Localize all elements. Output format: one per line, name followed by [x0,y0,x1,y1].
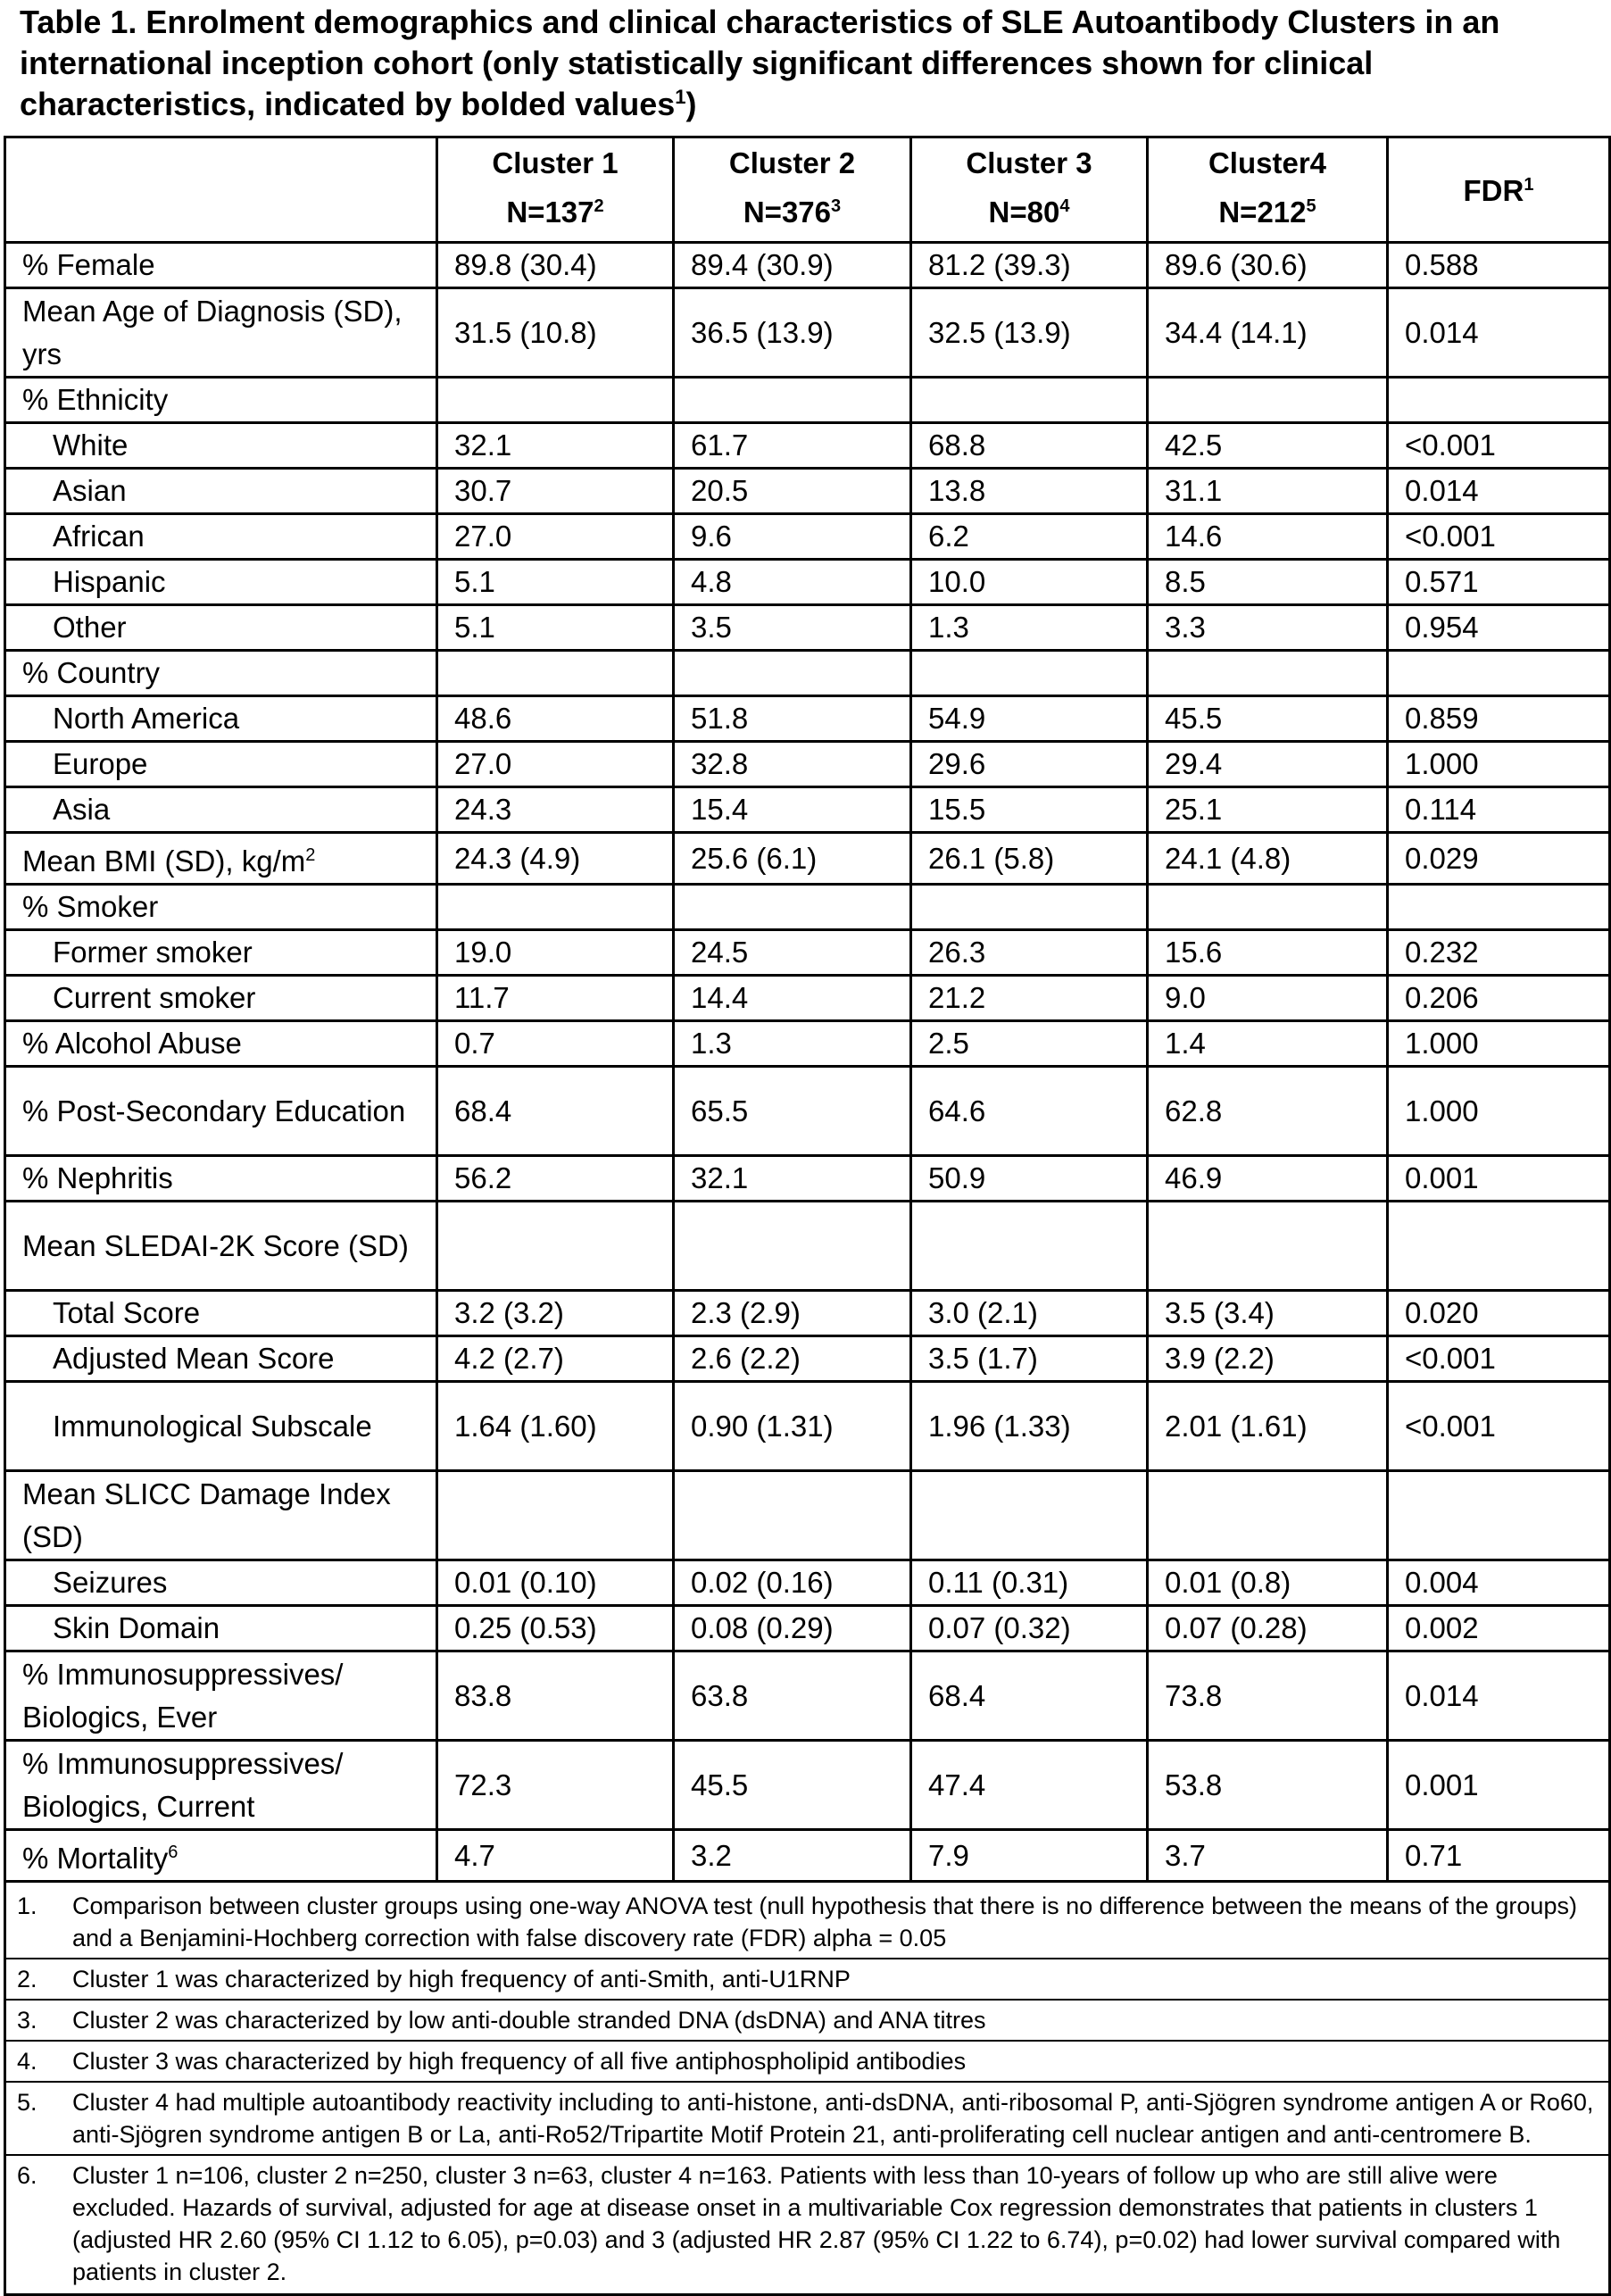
value-cell: 89.8 (30.4) [437,243,674,288]
value-cell: 83.8 [437,1651,674,1741]
row-label: % Nephritis [5,1156,437,1202]
fdr-cell: 0.588 [1388,243,1610,288]
value-cell [437,651,674,696]
value-cell [1148,885,1388,930]
value-cell: 3.7 [1148,1830,1388,1882]
value-cell: 72.3 [437,1741,674,1830]
footnote-divider [6,2040,1608,2042]
value-cell: 0.7 [437,1021,674,1067]
value-cell: 21.2 [911,976,1148,1021]
value-cell: 89.6 (30.6) [1148,243,1388,288]
column-header: Cluster4 $N=212^5$ [1148,137,1388,243]
value-cell: 26.1 (5.8) [911,833,1148,885]
value-cell [437,378,674,423]
fdr-cell: 0.020 [1388,1291,1610,1336]
table-title [20,2,1590,125]
footnotes-row [5,1882,1610,2295]
value-cell: 14.6 [1148,514,1388,560]
value-cell: 0.01 (0.8) [1148,1560,1388,1606]
value-cell [674,885,911,930]
column-header: Cluster 2 $N=376^3$ [674,137,911,243]
fdr-cell: 0.014 [1388,1651,1610,1741]
value-cell: 5.1 [437,605,674,651]
value-cell: 24.1 (4.8) [1148,833,1388,885]
row-label: % Alcohol Abuse [5,1021,437,1067]
value-cell [437,1202,674,1291]
footnote [17,2045,1598,2077]
fdr-cell: 0.029 [1388,833,1610,885]
footnote [17,1890,1598,1954]
value-cell: 0.25 (0.53) [437,1606,674,1651]
value-cell: 13.8 [911,469,1148,514]
value-cell: 68.4 [437,1067,674,1156]
table-row [5,885,1610,930]
fdr-cell: <0.001 [1388,1336,1610,1382]
value-cell: 5.1 [437,560,674,605]
row-label: Skin Domain [5,1606,437,1651]
fdr-cell: 0.004 [1388,1560,1610,1606]
value-cell: 1.3 [911,605,1148,651]
value-cell: 3.5 [674,605,911,651]
row-label: Asian [5,469,437,514]
value-cell: 11.7 [437,976,674,1021]
table-row [5,560,1610,605]
table-row [5,378,1610,423]
value-cell: 15.5 [911,787,1148,833]
value-cell: 29.4 [1148,742,1388,787]
value-cell [674,651,911,696]
value-cell: 73.8 [1148,1651,1388,1741]
value-cell [1148,1471,1388,1560]
value-cell [437,885,674,930]
row-label: % Post-Secondary Education [5,1067,437,1156]
value-cell [674,1471,911,1560]
value-cell: 48.6 [437,696,674,742]
value-cell: 51.8 [674,696,911,742]
value-cell: 4.2 (2.7) [437,1336,674,1382]
row-label: % Ethnicity [5,378,437,423]
value-cell: 1.4 [1148,1021,1388,1067]
value-cell: 27.0 [437,742,674,787]
value-cell: 15.4 [674,787,911,833]
fdr-cell: <0.001 [1388,514,1610,560]
row-label: Mean BMI (SD), $kg/m^2$ [5,833,437,885]
value-cell [674,1202,911,1291]
fdr-cell [1388,1471,1610,1560]
value-cell: 7.9 [911,1830,1148,1882]
table-row [5,833,1610,885]
value-cell: 47.4 [911,1741,1148,1830]
footnote-text: Cluster 1 n=106, cluster 2 n=250, cluster 3 n=63, cluster 4 n=163. Patients with less than 10-years of follow up who are still alive were excluded. Hazards of survival, adjusted for age at disease onset in a multivariable Cox regression demonstrates that patients in clusters 1 (adjusted HR 2.60 (95% CI 1.12 to 6.05), p=0.03) and 3 (adjusted HR 2.87 (95% CI 1.22 to 6.74), p=0.02) had lower survival compared with patients in cluster 2. [72,2162,1561,2285]
row-label: Adjusted Mean Score [5,1336,437,1382]
row-label: Mean Age of Diagnosis (SD), yrs [5,288,437,378]
footnotes-section [5,1882,1610,2295]
table-row [5,514,1610,560]
table-row [5,469,1610,514]
row-label: Total Score [5,1291,437,1336]
table-row [5,742,1610,787]
row-label: % Mortality$^6$ [5,1830,437,1882]
table-row [5,1291,1610,1336]
value-cell: 29.6 [911,742,1148,787]
value-cell: 4.8 [674,560,911,605]
footnote [17,2086,1598,2150]
value-cell: 3.3 [1148,605,1388,651]
value-cell: 10.0 [911,560,1148,605]
value-cell: 32.1 [674,1156,911,1202]
footnote-divider [6,1999,1608,2001]
fdr-cell: 0.232 [1388,930,1610,976]
row-label: North America [5,696,437,742]
value-cell: 6.2 [911,514,1148,560]
value-cell [911,1471,1148,1560]
row-label: Other [5,605,437,651]
value-cell: 34.4 (14.1) [1148,288,1388,378]
fdr-cell [1388,885,1610,930]
header-empty-cell [5,137,437,243]
fdr-cell: 0.001 [1388,1156,1610,1202]
value-cell: 3.9 (2.2) [1148,1336,1388,1382]
row-label: African [5,514,437,560]
row-label: % Country [5,651,437,696]
table-body [5,243,1610,1882]
footnote-number: 1. [17,1893,37,1919]
value-cell: 3.0 (2.1) [911,1291,1148,1336]
value-cell: 3.2 [674,1830,911,1882]
fdr-cell: 0.002 [1388,1606,1610,1651]
table-row [5,1606,1610,1651]
footnotes-cell [5,1882,1610,2295]
value-cell: 14.4 [674,976,911,1021]
value-cell: 0.08 (0.29) [674,1606,911,1651]
footnote [17,1963,1598,1995]
footnote-number: 6. [17,2162,37,2189]
fdr-cell: <0.001 [1388,423,1610,469]
table-row [5,1021,1610,1067]
table-row [5,1471,1610,1560]
table-row [5,288,1610,378]
table-row [5,651,1610,696]
row-label: Mean SLICC Damage Index (SD) [5,1471,437,1560]
row-label: % Female [5,243,437,288]
table-row [5,243,1610,288]
header-row [5,137,1610,243]
footnote-text: Cluster 2 was characterized by low anti-double stranded DNA (dsDNA) and ANA titres [72,2007,986,2034]
value-cell: 8.5 [1148,560,1388,605]
row-label: Current smoker [5,976,437,1021]
value-cell: 19.0 [437,930,674,976]
value-cell [911,651,1148,696]
value-cell: 32.5 (13.9) [911,288,1148,378]
fdr-cell: 0.206 [1388,976,1610,1021]
table-row [5,423,1610,469]
value-cell [1148,378,1388,423]
row-label: % Immunosuppressives/ Biologics, Current [5,1741,437,1830]
value-cell: 36.5 (13.9) [674,288,911,378]
value-cell: 24.3 [437,787,674,833]
value-cell: 63.8 [674,1651,911,1741]
value-cell: 64.6 [911,1067,1148,1156]
fdr-cell: 0.001 [1388,1741,1610,1830]
value-cell [437,1471,674,1560]
row-label: Immunological Subscale [5,1382,437,1471]
fdr-cell: 0.571 [1388,560,1610,605]
table-row [5,1067,1610,1156]
value-cell: 65.5 [674,1067,911,1156]
value-cell: 1.3 [674,1021,911,1067]
value-cell: 2.01 (1.61) [1148,1382,1388,1471]
value-cell: 81.2 (39.3) [911,243,1148,288]
footnote-number: 2. [17,1966,37,1992]
table-row [5,1336,1610,1382]
fdr-cell: 0.71 [1388,1830,1610,1882]
value-cell: 62.8 [1148,1067,1388,1156]
value-cell: 25.6 (6.1) [674,833,911,885]
value-cell: 89.4 (30.9) [674,243,911,288]
fdr-cell [1388,378,1610,423]
value-cell: 53.8 [1148,1741,1388,1830]
value-cell [674,378,911,423]
table-row [5,696,1610,742]
value-cell: 46.9 [1148,1156,1388,1202]
footnote-text: Comparison between cluster groups using one-way ANOVA test (null hypothesis that there is no difference between the means of the groups) and a Benjamini-Hochberg correction with false discovery rate (FDR) alpha = 0.05 [72,1893,1577,1951]
table-row [5,1741,1610,1830]
value-cell: 31.1 [1148,469,1388,514]
value-cell: 3.5 (3.4) [1148,1291,1388,1336]
table-row [5,1156,1610,1202]
footnote [17,2004,1598,2036]
table-row [5,605,1610,651]
table-title-text: Table 1. Enrolment demographics and clinical characteristics of SLE Autoantibody Clusters in an international inception cohort (only statistically significant differences shown for clinical characteristics, indicated by bolded values [20,4,1500,122]
row-label: Mean SLEDAI-2K Score (SD) [5,1202,437,1291]
fdr-cell: 0.014 [1388,288,1610,378]
fdr-cell: 1.000 [1388,742,1610,787]
value-cell: 0.11 (0.31) [911,1560,1148,1606]
row-label: % Smoker [5,885,437,930]
footnote-number: 3. [17,2007,37,2034]
value-cell: 50.9 [911,1156,1148,1202]
footnote-number: 4. [17,2048,37,2075]
footnote-text: Cluster 4 had multiple autoantibody reactivity including to anti-histone, anti-dsDNA, anti-ribosomal P, anti-Sjögren syndrome antigen A or Ro60, anti-Sjögren syndrome antigen B or La, anti-Ro52/Tripartite Motif Protein 21, anti-proliferating cell nuclear antigen and anti-centromere B. [72,2089,1594,2148]
value-cell: 25.1 [1148,787,1388,833]
fdr-cell: 0.014 [1388,469,1610,514]
value-cell: 15.6 [1148,930,1388,976]
value-cell [911,1202,1148,1291]
fdr-cell: <0.001 [1388,1382,1610,1471]
value-cell: 0.07 (0.28) [1148,1606,1388,1651]
fdr-cell: 1.000 [1388,1067,1610,1156]
footnote-divider [6,2081,1608,2083]
value-cell: 0.02 (0.16) [674,1560,911,1606]
value-cell: 0.90 (1.31) [674,1382,911,1471]
table-row [5,930,1610,976]
value-cell: 2.5 [911,1021,1148,1067]
value-cell: 9.0 [1148,976,1388,1021]
value-cell: 45.5 [1148,696,1388,742]
footnote-text: Cluster 3 was characterized by high frequency of all five antiphospholipid antibodies [72,2048,967,2075]
value-cell: 32.8 [674,742,911,787]
column-header-fdr: FDR$^1$ [1388,137,1610,243]
value-cell: 1.64 (1.60) [437,1382,674,1471]
row-label: % Immunosuppressives/ Biologics, Ever [5,1651,437,1741]
row-label: White [5,423,437,469]
value-cell: 0.07 (0.32) [911,1606,1148,1651]
table-row [5,976,1610,1021]
footnote-divider [6,2154,1608,2156]
value-cell: 32.1 [437,423,674,469]
column-header: Cluster 3 $N=80^4$ [911,137,1148,243]
value-cell: 26.3 [911,930,1148,976]
value-cell: 9.6 [674,514,911,560]
value-cell [1148,651,1388,696]
table-row [5,787,1610,833]
value-cell: 1.96 (1.33) [911,1382,1148,1471]
value-cell: 68.8 [911,423,1148,469]
fdr-cell: 0.114 [1388,787,1610,833]
footnote-divider [6,1958,1608,1959]
value-cell: 68.4 [911,1651,1148,1741]
value-cell: 31.5 (10.8) [437,288,674,378]
row-label: Seizures [5,1560,437,1606]
value-cell: 27.0 [437,514,674,560]
value-cell [1148,1202,1388,1291]
table-row [5,1382,1610,1471]
value-cell: 61.7 [674,423,911,469]
fdr-cell [1388,1202,1610,1291]
fdr-cell: 0.954 [1388,605,1610,651]
footnote-number: 5. [17,2089,37,2116]
value-cell [911,378,1148,423]
value-cell: 2.6 (2.2) [674,1336,911,1382]
value-cell: 20.5 [674,469,911,514]
value-cell: 4.7 [437,1830,674,1882]
table-row [5,1830,1610,1882]
fdr-cell [1388,651,1610,696]
fdr-cell: 1.000 [1388,1021,1610,1067]
value-cell: 24.5 [674,930,911,976]
row-label: Hispanic [5,560,437,605]
value-cell: 45.5 [674,1741,911,1830]
value-cell: 3.2 (3.2) [437,1291,674,1336]
column-header: Cluster 1 $N=137^2$ [437,137,674,243]
fdr-cell: 0.859 [1388,696,1610,742]
row-label: Former smoker [5,930,437,976]
value-cell: 56.2 [437,1156,674,1202]
value-cell: 42.5 [1148,423,1388,469]
row-label: Europe [5,742,437,787]
value-cell: 30.7 [437,469,674,514]
value-cell: 3.5 (1.7) [911,1336,1148,1382]
value-cell: 2.3 (2.9) [674,1291,911,1336]
table-row [5,1560,1610,1606]
table-row [5,1202,1610,1291]
value-cell: 54.9 [911,696,1148,742]
value-cell: 0.01 (0.10) [437,1560,674,1606]
table-title-footnote-marker: 1 [675,86,686,108]
demographics-table [4,136,1611,2296]
footnote-text: Cluster 1 was characterized by high frequency of anti-Smith, anti-U1RNP [72,1966,851,1992]
value-cell: 24.3 (4.9) [437,833,674,885]
table-header [5,137,1610,243]
footnote [17,2159,1598,2288]
row-label: Asia [5,787,437,833]
table-title-suffix: ) [685,86,697,122]
table-row [5,1651,1610,1741]
value-cell [911,885,1148,930]
